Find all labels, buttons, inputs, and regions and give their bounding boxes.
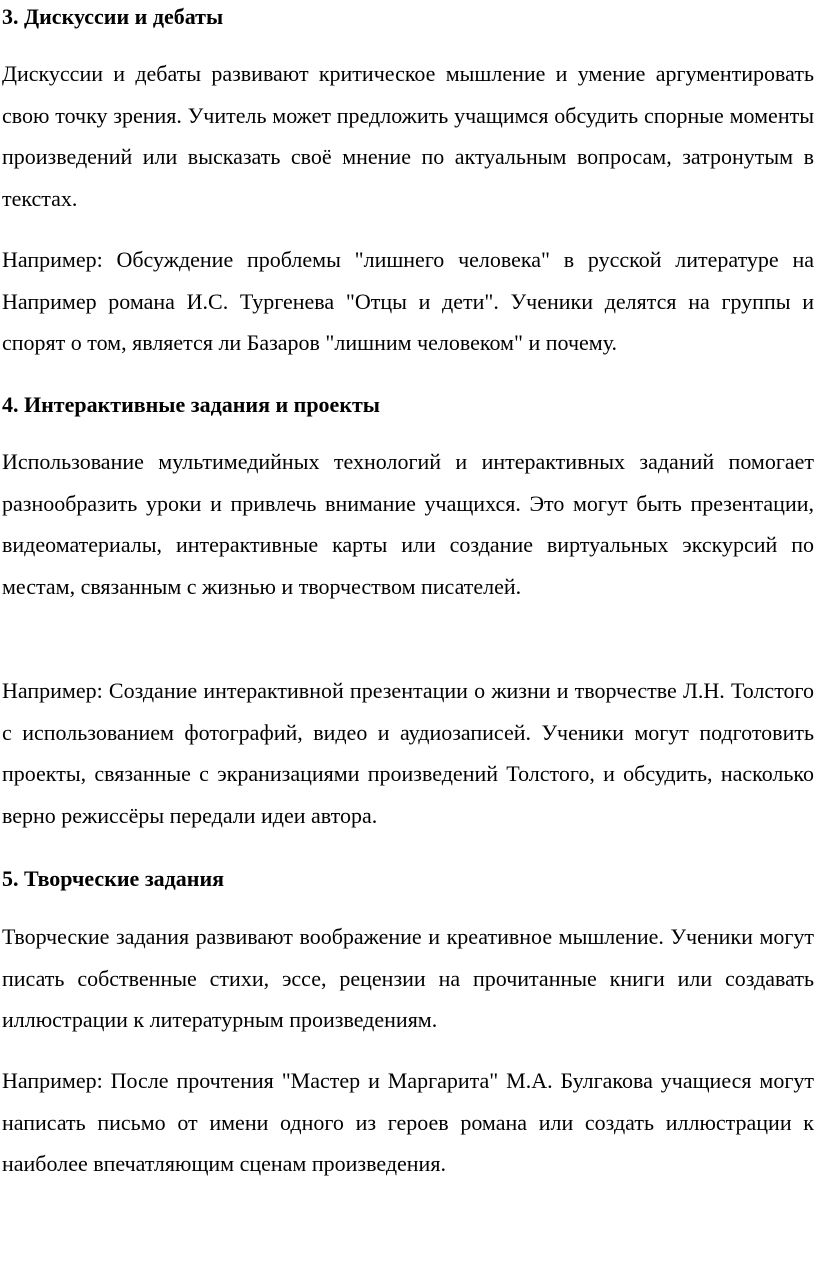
section-heading: 3. Дискуссии и дебаты bbox=[2, 4, 224, 29]
section-heading: 4. Интерактивные задания и проекты bbox=[2, 392, 380, 417]
paragraph: Творческие задания развивают воображение и креативное мышление. Ученики могут писать собственные стихи, эссе, рецензии на прочитанные книги или создавать иллюстрации к литературным произведениям. bbox=[2, 924, 814, 1032]
paragraph: Например: Обсуждение проблемы "лишнего человека" в русской литературе на Например романа И.С. Тургенева "Отцы и дети". Ученики делятся на группы и спорят о том, является ли Базаров "лишним человеком" и почему. bbox=[2, 247, 814, 355]
paragraph: Например: После прочтения "Мастер и Маргарита" М.А. Булгакова учащиеся могут написать письмо от имени одного из героев романа или создать иллюстрации к наиболее впечатляющим сценам произведения. bbox=[2, 1068, 814, 1176]
paragraph: Например: Создание интерактивной презентации о жизни и творчестве Л.Н. Толстого с использованием фотографий, видео и аудиозаписей. Ученики могут подготовить проекты, связанные с экранизациями произведений Толстого, и обсудить, насколько верно режиссёры передали идеи автора. bbox=[2, 678, 814, 828]
section-heading: 5. Творческие задания bbox=[2, 866, 225, 891]
paragraph: Использование мультимедийных технологий и интерактивных заданий помогает разнообразить уроки и привлечь внимание учащихся. Это могут быть презентации, видеоматериалы, интерактивные карты или создание виртуальных экскурсий по местам, связанным с жизнью и творчеством писателей. bbox=[2, 449, 814, 599]
paragraph: Дискуссии и дебаты развивают критическое мышление и умение аргументировать свою точку зрения. Учитель может предложить учащимся обсудить спорные моменты произведений или высказать своё мнение по актуальным вопросам, затронутым в текстах. bbox=[2, 61, 814, 211]
